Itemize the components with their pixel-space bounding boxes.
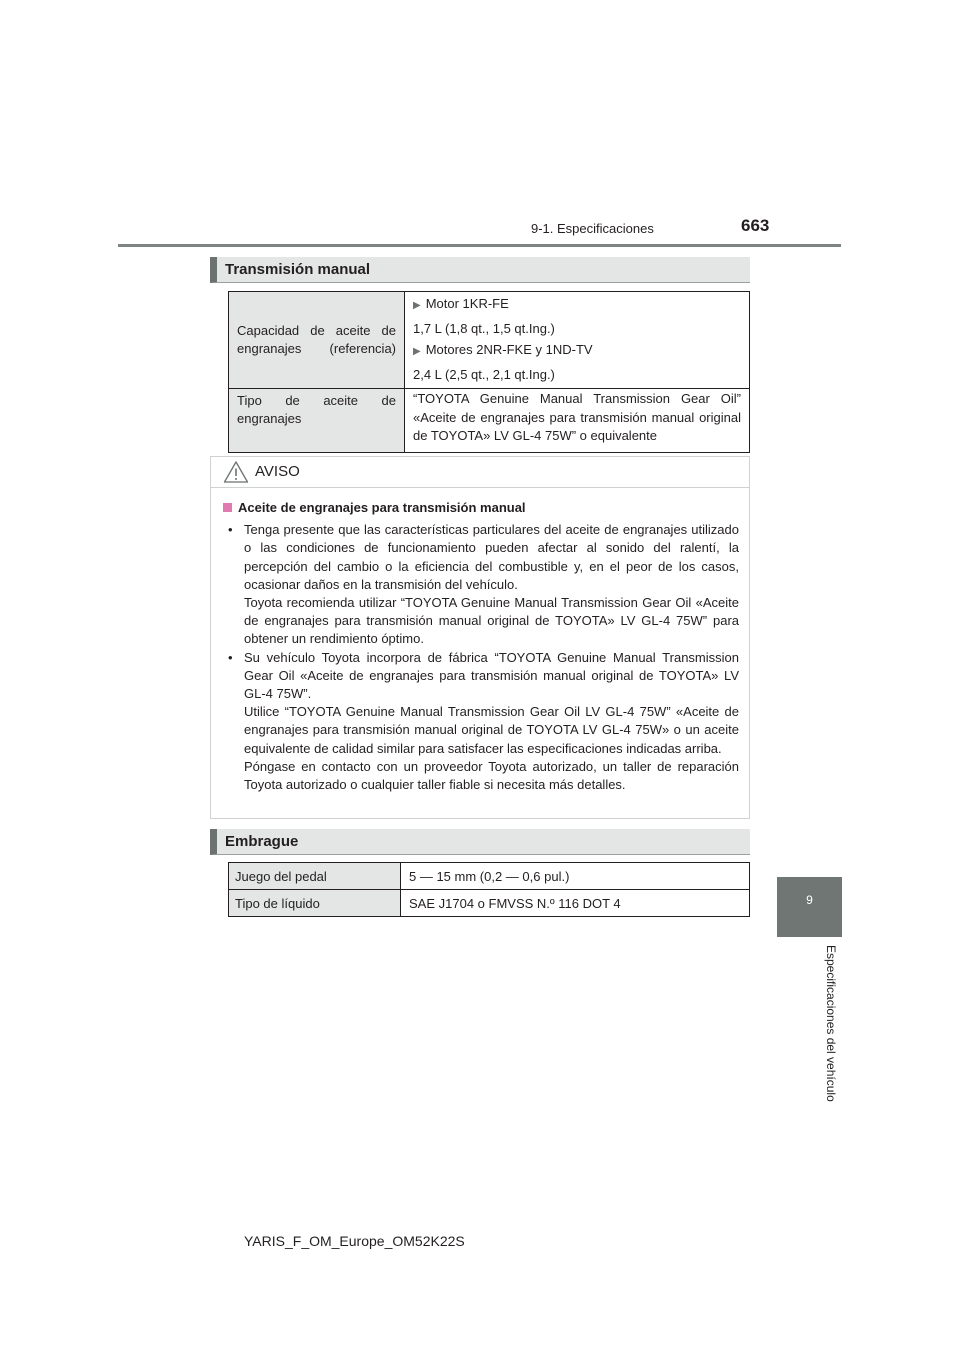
table-row [229,292,750,389]
table-row [229,863,750,890]
row-label [229,389,405,453]
header-rule [118,244,841,247]
list-item: ▶ Motores 2NR-FKE y 1ND-TV [413,342,593,357]
warning-paragraph: Tenga presente que las características particulares del aceite de engranajes utilizado o las condiciones de funcionamiento pueden afectar al sonido del ralentí, la percepción del cambio o la eficiencia del combustible y, en el peor de los casos, ocasionar daños en la transmisión del vehículo. [244,522,739,592]
warning-box [210,456,750,819]
bullet-dot-icon: • [228,649,233,665]
pedal-play-label: Juego del pedal [229,863,401,890]
fluid-type-label: Tipo de líquido [229,890,401,917]
warning-subtitle: Aceite de engranajes para transmisión manual [223,499,739,517]
pink-square-icon [223,503,232,512]
warning-paragraph: Utilice “TOYOTA Genuine Manual Transmission Gear Oil LV GL-4 75W” «Aceite de engranajes para transmisión manual original de TOYOTA LV GL-4 75W» o un aceite equivalente de calidad similar para satisfacer las especificaciones indicadas arriba. [244,704,739,756]
capacity-value: 1,7 L (1,8 qt., 1,5 qt.Ing.) [413,321,555,336]
table-row [229,890,750,917]
section-heading-label: Transmisión manual [225,261,371,278]
page-number: 663 [741,216,770,235]
list-item: ▶ Motor 1KR-FE [413,296,509,311]
list-item [223,521,739,648]
row-value [405,389,750,453]
gear-oil-type-value: “TOYOTA Genuine Manual Transmission Gear Oil” «Aceite de engranajes para transmisión manual original de TOYOTA» LV GL-4 75W” o equivalente [413,391,741,443]
section-heading-transmission [210,257,750,283]
warning-title: AVISO [255,463,300,480]
pedal-play-value: 5 — 15 mm (0,2 — 0,6 pul.) [401,863,750,890]
transmission-spec-table [228,291,750,453]
gear-oil-type-label: Tipo de aceite de engranajes [237,393,396,426]
row-value [405,292,750,389]
capacity-value: 2,4 L (2,5 qt., 2,1 qt.Ing.) [413,367,555,382]
triangle-bullet-icon: ▶ [413,300,421,311]
document-code: YARIS_F_OM_Europe_OM52K22S [244,1233,465,1249]
clutch-spec-table [228,862,750,917]
warning-paragraph: Póngase en contacto con un proveedor Toyota autorizado, un taller de reparación Toyota autorizado o cualquier taller fiable si necesita más detalles. [244,758,739,793]
warning-paragraph: Toyota recomienda utilizar “TOYOTA Genuine Manual Transmission Gear Oil «Aceite de engranajes para transmisión manual original de TOYOTA» LV GL-4 75W” para obtener un rendimiento óptimo. [244,595,739,647]
warning-header [211,457,749,488]
table-row [229,389,750,453]
bullet-dot-icon: • [228,522,233,538]
section-heading-label: Embrague [225,833,299,850]
row-label [229,292,405,389]
gear-oil-capacity-label: Capacidad de aceite de engranajes (referencia) [237,323,396,356]
triangle-bullet-icon: ▶ [413,346,421,357]
list-item [223,649,739,795]
chapter-tab [777,877,842,937]
fluid-type-value: SAE J1704 o FMVSS N.º 116 DOT 4 [401,890,750,917]
warning-paragraph: Su vehículo Toyota incorpora de fábrica “TOYOTA Genuine Manual Transmission Gear Oil «Aceite de engranajes para transmisión manual original de TOYOTA» LV GL-4 75W”. [244,649,739,702]
warning-body [223,499,739,794]
section-heading-clutch [210,829,750,855]
chapter-side-title: Especificaciones del vehículo [824,945,838,1102]
chapter-tab-number: 9 [806,893,813,907]
running-header-section: 9-1. Especificaciones [531,221,654,236]
warning-triangle-icon [223,460,249,484]
